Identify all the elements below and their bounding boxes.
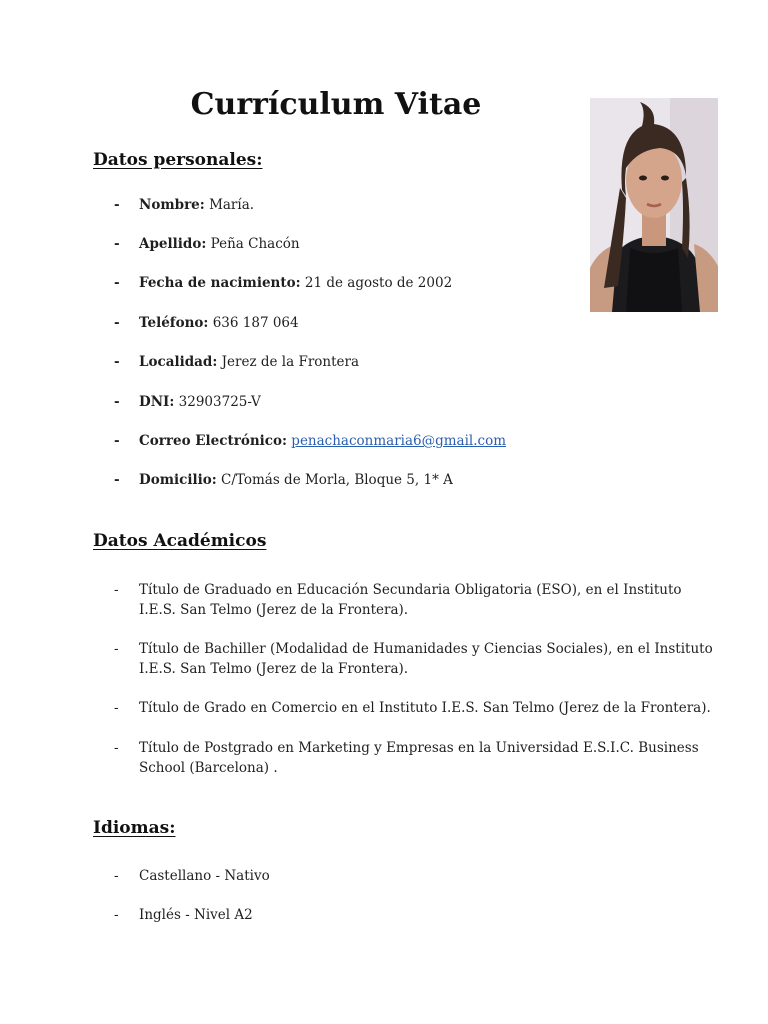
bullet-dash: - <box>114 472 120 488</box>
section-heading-personal: Datos personales: <box>93 150 263 170</box>
bullet-dash: - <box>114 197 120 213</box>
field-value: 636 187 064 <box>212 315 299 331</box>
field-value: 32903725-V <box>178 394 261 410</box>
section-heading-academic: Datos Académicos <box>93 531 267 551</box>
bullet-dash: - <box>114 275 120 291</box>
language-text: Castellano - Nativo <box>139 868 270 884</box>
bullet-dash: - <box>114 315 120 331</box>
bullet-dash: - <box>114 582 119 598</box>
bullet-dash: - <box>114 641 119 657</box>
academic-text: Título de Grado en Comercio en el Instituto I.E.S. San Telmo (Jerez de la Frontera). <box>139 700 711 716</box>
field-label: Correo Electrónico: <box>139 433 287 449</box>
email-link[interactable]: penachaconmaria6@gmail.com <box>291 433 507 449</box>
academic-text: Título de Postgrado en Marketing y Empresas en la Universidad E.S.I.C. Business School (Barcelona) . <box>139 740 699 776</box>
field-value: 21 de agosto de 2002 <box>304 275 453 291</box>
field-label: Fecha de nacimiento: <box>139 275 301 291</box>
field-value: Peña Chacón <box>210 236 300 252</box>
field-label: Domicilio: <box>139 472 217 488</box>
academic-text: Título de Bachiller (Modalidad de Humanidades y Ciencias Sociales), en el Instituto I.E.S. San Telmo (Jerez de la Frontera). <box>139 641 713 677</box>
field-value: C/Tomás de Morla, Bloque 5, 1* A <box>221 472 453 488</box>
bullet-dash: - <box>114 433 120 449</box>
bullet-dash: - <box>114 354 120 370</box>
bullet-dash: - <box>114 394 120 410</box>
academic-text: Título de Graduado en Educación Secundaria Obligatoria (ESO), en el Instituto I.E.S. San Telmo (Jerez de la Frontera). <box>139 582 682 618</box>
field-label: DNI: <box>139 394 175 410</box>
field-label: Nombre: <box>139 197 205 213</box>
language-text: Inglés - Nivel A2 <box>139 907 253 923</box>
bullet-dash: - <box>114 907 119 923</box>
page-title: Currículum Vitae <box>190 87 482 122</box>
field-label: Apellido: <box>139 236 207 252</box>
field-value: María. <box>209 197 255 213</box>
bullet-dash: - <box>114 236 120 252</box>
field-label: Teléfono: <box>139 315 209 331</box>
bullet-dash: - <box>114 700 119 716</box>
section-heading-languages: Idiomas: <box>93 818 176 838</box>
field-value: Jerez de la Frontera <box>221 354 360 370</box>
bullet-dash: - <box>114 740 119 756</box>
field-label: Localidad: <box>139 354 218 370</box>
bullet-dash: - <box>114 868 119 884</box>
